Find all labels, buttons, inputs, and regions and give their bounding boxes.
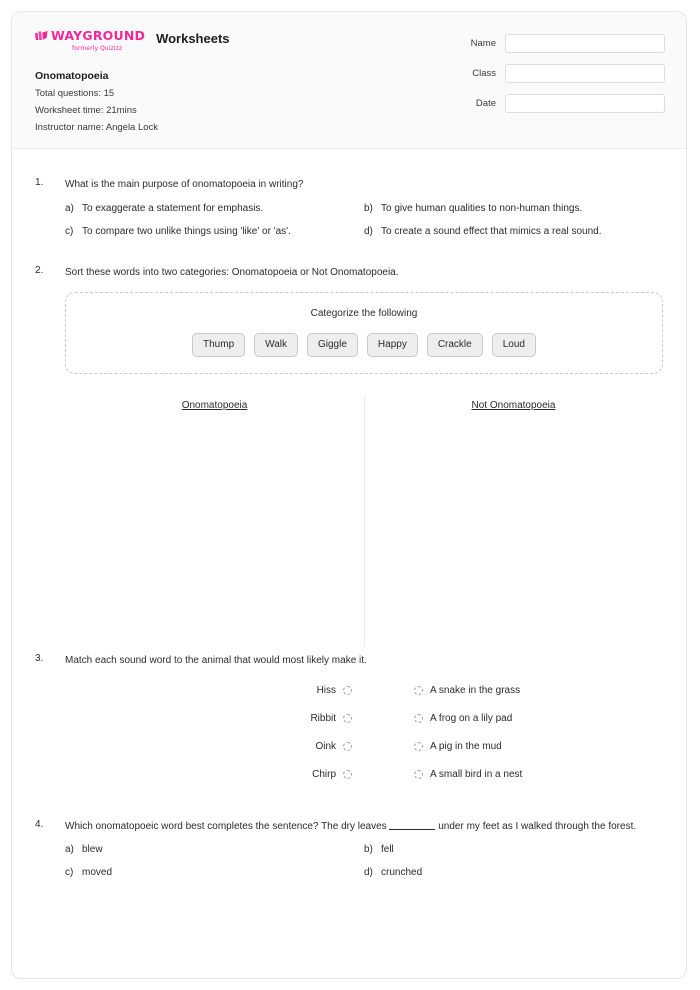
match-right-label-1: A snake in the grass bbox=[430, 684, 521, 696]
category-label-onomatopoeia: Onomatopoeia bbox=[181, 400, 248, 411]
match-left-4[interactable] bbox=[65, 769, 352, 780]
wayground-logo-subtitle: formerly Quizizz bbox=[71, 44, 123, 52]
matching-list bbox=[65, 685, 663, 780]
question-4-text bbox=[65, 819, 663, 835]
option-1a[interactable] bbox=[65, 203, 364, 214]
student-fields bbox=[405, 34, 665, 124]
match-right-label-3: A pig in the mud bbox=[430, 740, 502, 752]
name-label: Name bbox=[470, 38, 496, 49]
question-3-text: Match each sound word to the animal that would most likely make it. bbox=[65, 655, 367, 666]
question-2-number: 2. bbox=[35, 264, 44, 276]
option-4c[interactable] bbox=[65, 867, 364, 878]
option-1c-letter: c) bbox=[65, 225, 74, 237]
option-4a-text: blew bbox=[82, 844, 103, 855]
categorize-columns bbox=[65, 395, 663, 653]
option-4d-text: crunched bbox=[381, 867, 423, 878]
match-left-label-2: Ribbit bbox=[310, 712, 337, 724]
question-1-number: 1. bbox=[35, 177, 44, 188]
question-2 bbox=[35, 265, 663, 654]
category-drop-not-onomatopoeia[interactable] bbox=[364, 395, 663, 413]
name-input[interactable] bbox=[505, 34, 665, 53]
option-4b-text: fell bbox=[381, 844, 394, 855]
match-connector-left-1-icon[interactable] bbox=[343, 686, 352, 695]
match-row-1 bbox=[65, 685, 663, 696]
match-row-2 bbox=[65, 713, 663, 724]
option-4a[interactable] bbox=[65, 844, 364, 855]
brand bbox=[35, 30, 230, 52]
option-4d-letter: d) bbox=[364, 867, 373, 878]
match-left-label-4: Chirp bbox=[312, 768, 337, 780]
worksheet-body bbox=[12, 149, 686, 890]
class-label: Class bbox=[472, 68, 496, 79]
option-4b[interactable] bbox=[364, 844, 663, 855]
match-left-label-1: Hiss bbox=[316, 684, 337, 696]
category-label-not-onomatopoeia: Not Onomatopoeia bbox=[471, 400, 556, 411]
match-connector-right-2-icon[interactable] bbox=[414, 714, 423, 723]
match-right-3[interactable] bbox=[352, 741, 663, 752]
question-2-text: Sort these words into two categories: Onomatopoeia or Not Onomatopoeia. bbox=[65, 266, 399, 278]
worksheet-topic: Onomatopoeia bbox=[35, 70, 109, 82]
chip-thump[interactable]: Thump bbox=[192, 333, 245, 357]
match-connector-right-4-icon[interactable] bbox=[414, 770, 423, 779]
question-4 bbox=[35, 819, 663, 891]
chip-giggle[interactable]: Giggle bbox=[307, 333, 358, 357]
question-4-number: 4. bbox=[35, 818, 44, 830]
match-right-4[interactable] bbox=[352, 769, 663, 780]
match-row-4 bbox=[65, 769, 663, 780]
option-1d-letter: d) bbox=[364, 225, 373, 237]
field-row-date bbox=[405, 94, 665, 113]
option-1b-letter: b) bbox=[364, 202, 373, 214]
chip-loud[interactable]: Loud bbox=[492, 333, 536, 357]
question-1-options bbox=[65, 203, 663, 249]
categorize-column-divider bbox=[364, 395, 365, 647]
option-4a-letter: a) bbox=[65, 844, 74, 855]
question-3-number: 3. bbox=[35, 653, 44, 664]
categorize-box bbox=[65, 292, 663, 374]
match-row-3 bbox=[65, 741, 663, 752]
match-right-2[interactable] bbox=[352, 713, 663, 724]
option-1b-text: To give human qualities to non-human things. bbox=[381, 202, 583, 214]
instructor-name: Instructor name: Angela Lock bbox=[35, 122, 159, 133]
wayground-logo bbox=[35, 30, 145, 52]
question-3 bbox=[35, 653, 663, 797]
match-left-1[interactable] bbox=[65, 685, 352, 696]
option-4b-letter: b) bbox=[364, 844, 373, 855]
class-input[interactable] bbox=[505, 64, 665, 83]
categorize-title: Categorize the following bbox=[310, 308, 418, 319]
match-connector-right-1-icon[interactable] bbox=[414, 686, 423, 695]
question-4-text-before: Which onomatopoeic word best completes the sentence? The dry leaves bbox=[65, 820, 387, 832]
option-1a-text: To exaggerate a statement for emphasis. bbox=[82, 202, 264, 214]
page-title: Worksheets bbox=[156, 31, 230, 46]
categorize-chips bbox=[80, 333, 648, 357]
option-1b[interactable] bbox=[364, 203, 663, 214]
chip-happy[interactable]: Happy bbox=[367, 333, 418, 357]
field-row-name bbox=[405, 34, 665, 53]
match-connector-right-3-icon[interactable] bbox=[414, 742, 423, 751]
worksheet-page bbox=[11, 11, 687, 979]
question-1-text: What is the main purpose of onomatopoeia in writing? bbox=[65, 179, 304, 190]
option-4d[interactable] bbox=[364, 867, 663, 878]
option-1c[interactable] bbox=[65, 226, 364, 237]
worksheet-header bbox=[12, 12, 686, 149]
match-right-label-2: A frog on a lily pad bbox=[430, 712, 513, 724]
question-1 bbox=[35, 177, 663, 249]
wayground-logo-text: WAYGROUND bbox=[51, 28, 146, 43]
match-connector-left-2-icon[interactable] bbox=[343, 714, 352, 723]
category-drop-onomatopoeia[interactable] bbox=[65, 395, 364, 413]
option-1c-text: To compare two unlike things using 'like' or 'as'. bbox=[82, 225, 291, 237]
option-1a-letter: a) bbox=[65, 202, 74, 214]
question-4-blank bbox=[389, 829, 435, 830]
date-input[interactable] bbox=[505, 94, 665, 113]
option-1d[interactable] bbox=[364, 226, 663, 237]
total-questions: Total questions: 15 bbox=[35, 88, 115, 99]
match-connector-left-3-icon[interactable] bbox=[343, 742, 352, 751]
match-right-label-4: A small bird in a nest bbox=[430, 768, 523, 780]
option-1d-text: To create a sound effect that mimics a real sound. bbox=[381, 225, 602, 237]
question-4-options bbox=[65, 844, 663, 890]
match-left-label-3: Oink bbox=[315, 740, 337, 752]
option-4c-text: moved bbox=[82, 867, 113, 878]
match-right-1[interactable] bbox=[352, 685, 663, 696]
option-4c-letter: c) bbox=[65, 867, 74, 878]
wayground-logo-icon bbox=[35, 31, 48, 42]
match-left-2[interactable] bbox=[65, 713, 352, 724]
match-left-3[interactable] bbox=[65, 741, 352, 752]
worksheet-time: Worksheet time: 21mins bbox=[35, 105, 137, 116]
chip-crackle[interactable]: Crackle bbox=[427, 333, 483, 357]
field-row-class bbox=[405, 64, 665, 83]
date-label: Date bbox=[475, 98, 496, 109]
match-connector-left-4-icon[interactable] bbox=[343, 770, 352, 779]
question-4-text-after: under my feet as I walked through the forest. bbox=[438, 820, 637, 832]
chip-walk[interactable]: Walk bbox=[254, 333, 298, 357]
worksheet-meta bbox=[35, 70, 158, 139]
